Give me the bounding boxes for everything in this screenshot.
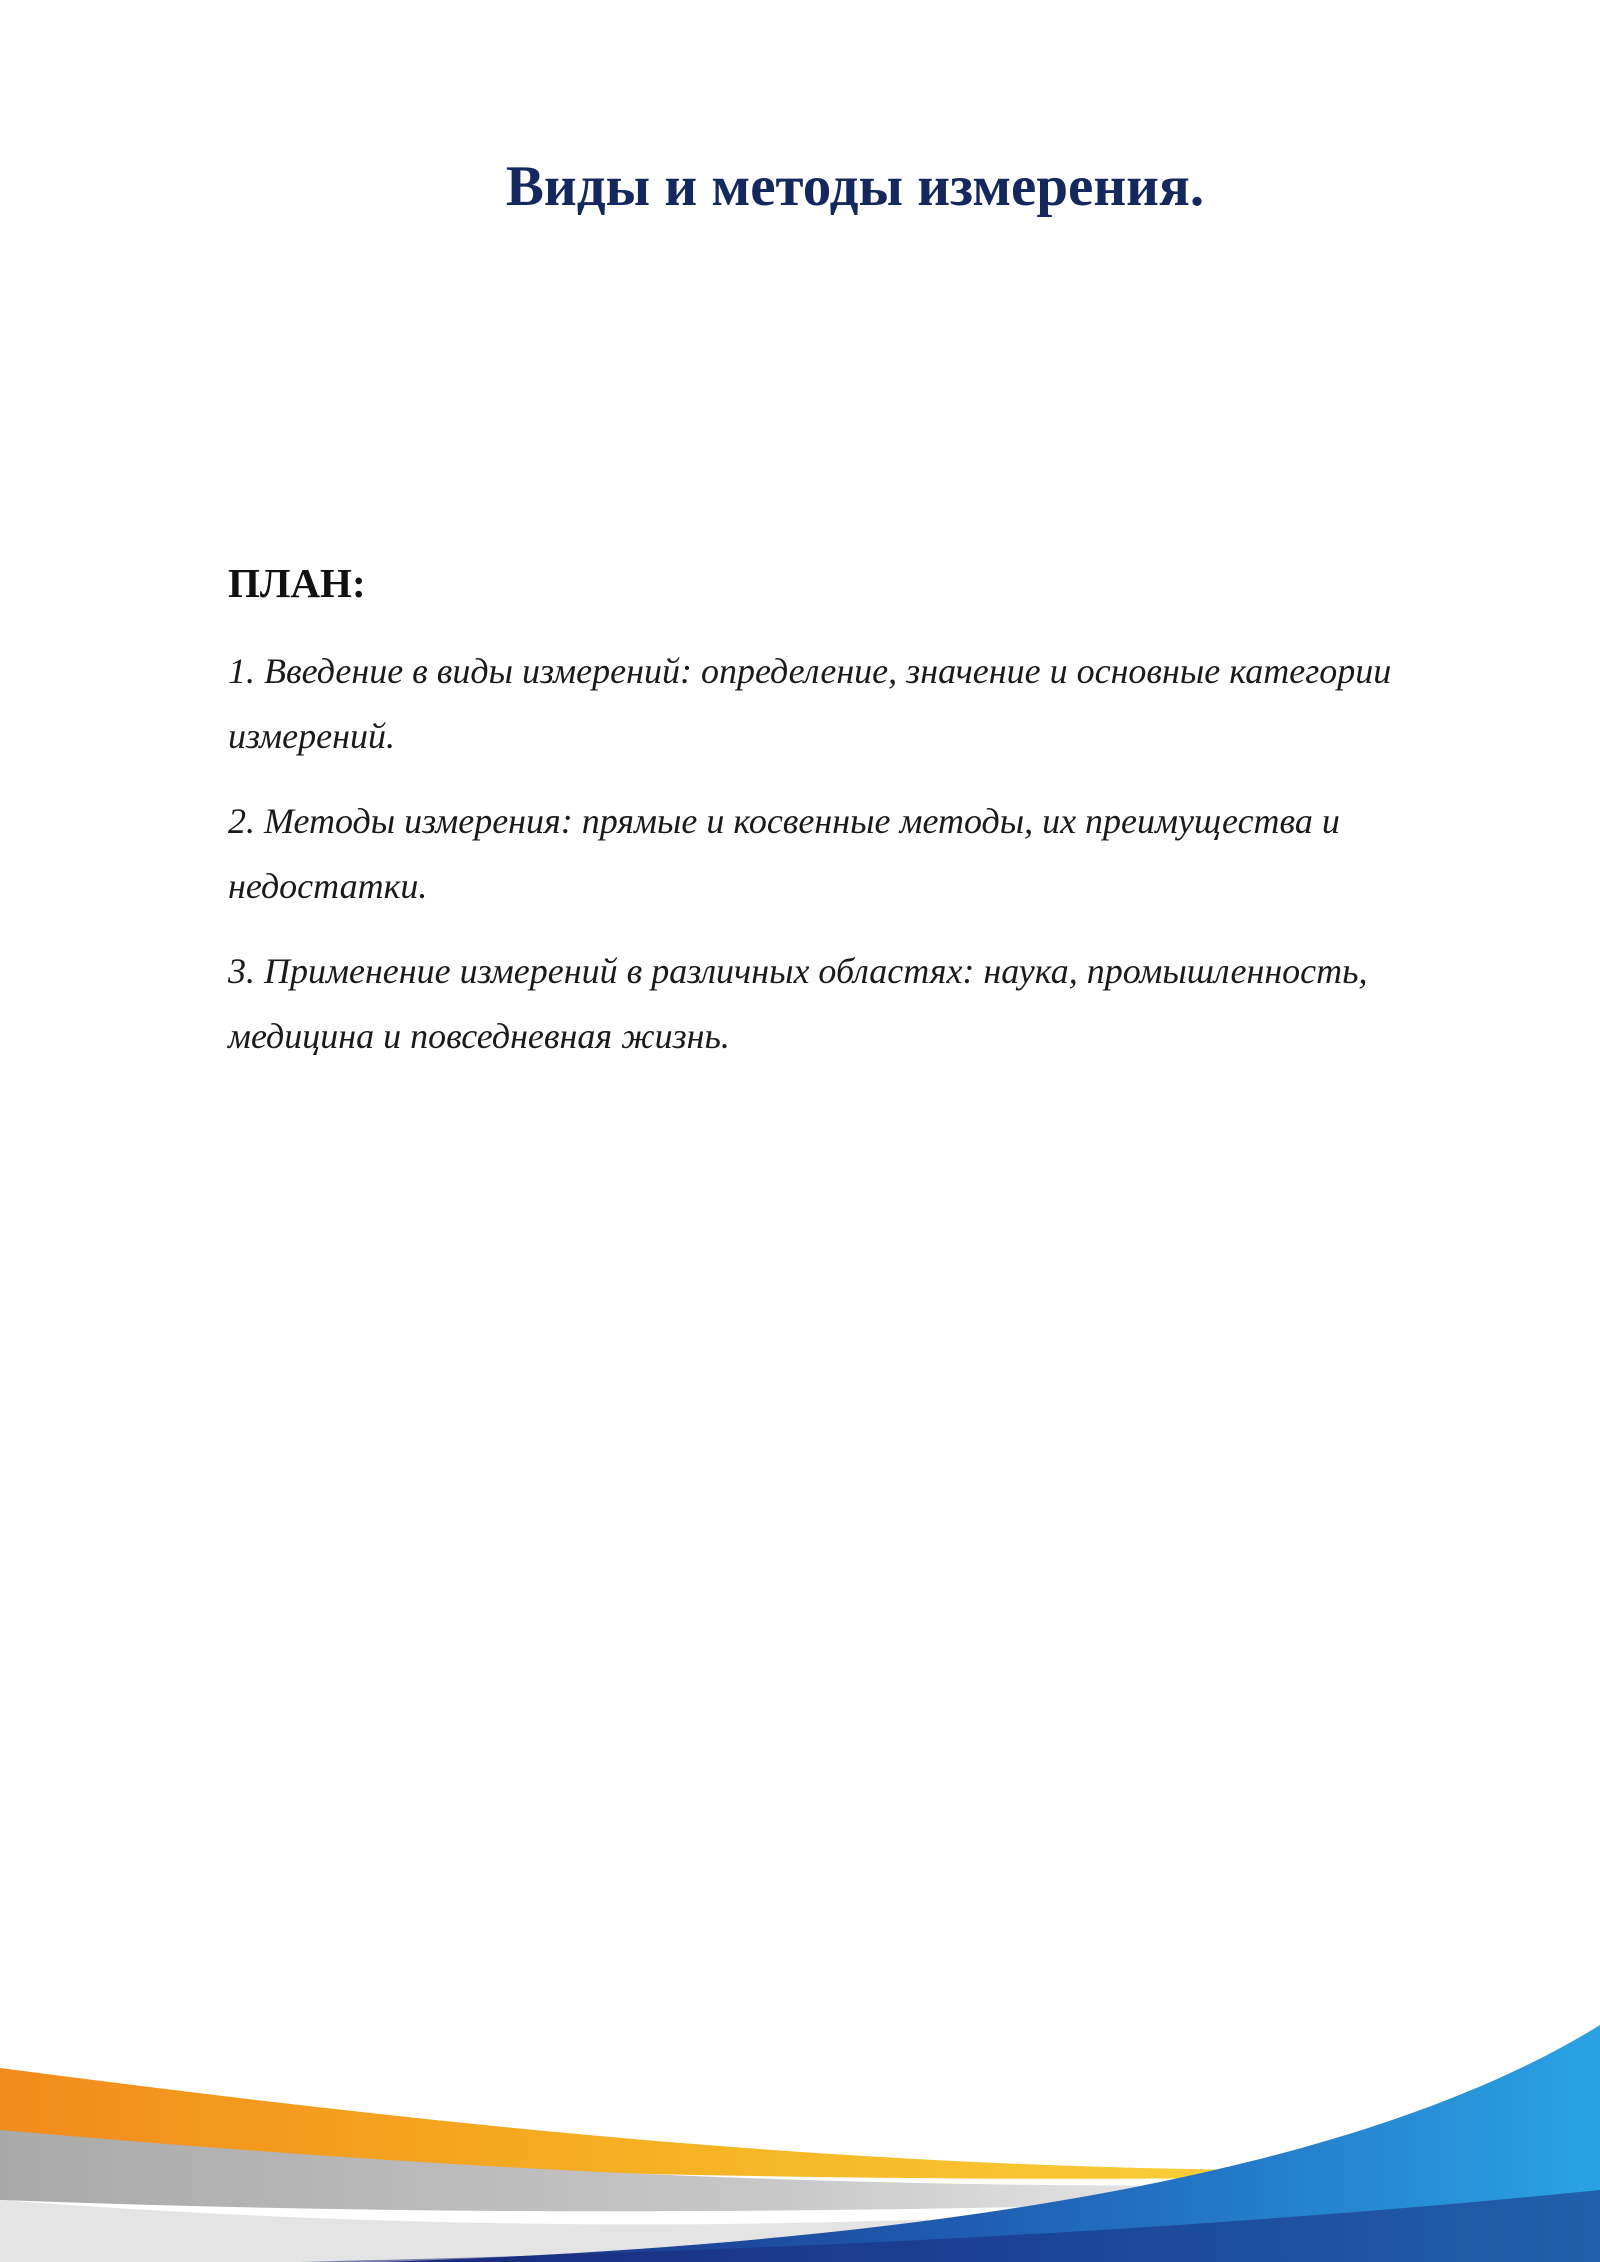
plan-section bbox=[228, 553, 1488, 1089]
plan-list bbox=[228, 639, 1488, 1069]
plan-item-3: 3. Применение измерений в различных областях: наука, промышленность, медицина и повседневная жизнь. bbox=[228, 951, 1368, 1056]
plan-item-2: 2. Методы измерения: прямые и косвенные методы, их преимущества и недостатки. bbox=[228, 801, 1340, 906]
plan-item-1: 1. Введение в виды измерений: определение, значение и основные категории измерений. bbox=[228, 651, 1392, 756]
plan-heading: ПЛАН: bbox=[228, 560, 366, 606]
document-title: Виды и методы измерения. bbox=[505, 155, 1205, 218]
footer-wave-decoration bbox=[0, 2000, 1600, 2262]
